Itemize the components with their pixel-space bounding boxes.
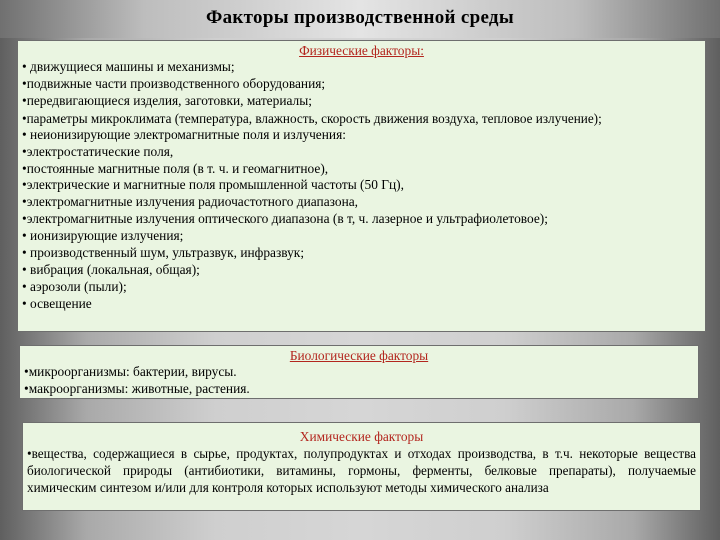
chemical-factors-text: •вещества, содержащиеся в сырье, продуктах, полупродуктах и отходах производства, в т.ч. некоторые вещества биологической природы (антибиотики, витамины, гормоны, ферменты, белковые препараты), получаемые химическим синтезом и/или для контроля которых используют методы химического анализа (27, 446, 696, 495)
list-item: •передвигающиеся изделия, заготовки, материалы; (22, 92, 312, 108)
title-bar (0, 0, 720, 38)
physical-factors-heading: Физические факторы: (299, 43, 424, 58)
list-item: • движущиеся машины и механизмы; (22, 59, 235, 74)
list-item: • аэрозоли (пыли); (22, 278, 127, 294)
chemical-factors-box (22, 422, 701, 511)
list-item: •постоянные магнитные поля (в т. ч. и геомагнитное), (22, 160, 329, 176)
biological-factors-box (19, 345, 699, 399)
list-item: • освещение (22, 295, 92, 311)
chemical-factors-heading: Химические факторы (299, 429, 424, 444)
list-item: •электрические и магнитные поля промышленной частоты (50 Гц), (22, 177, 404, 193)
list-item: •макроорганизмы: животные, растения. (24, 380, 250, 396)
biological-factors-heading: Биологические факторы (289, 348, 429, 363)
page-title: Факторы производственной среды (206, 7, 514, 28)
list-item: • вибрация (локальная, общая); (22, 261, 200, 277)
list-item: •подвижные части производственного оборудования; (22, 75, 326, 91)
list-item: • производственный шум, ультразвук, инфразвук; (22, 245, 305, 261)
list-item: •микроорганизмы: бактерии, вирусы. (24, 364, 237, 379)
physical-factors-box (17, 40, 706, 332)
list-item: • ионизирующие излучения; (22, 228, 184, 244)
list-item: •электромагнитные излучения радиочастотного диапазона, (22, 194, 359, 210)
list-item: •параметры микроклимата (температура, влажность, скорость движения воздуха, тепловое излучение); (22, 110, 602, 126)
list-item: •электромагнитные излучения оптического диапазона (в т, ч. лазерное и ультрафиолетовое); (22, 211, 548, 227)
list-item: •электростатические поля, (22, 143, 174, 159)
list-item: • неионизирующие электромагнитные поля и излучения: (22, 126, 346, 142)
